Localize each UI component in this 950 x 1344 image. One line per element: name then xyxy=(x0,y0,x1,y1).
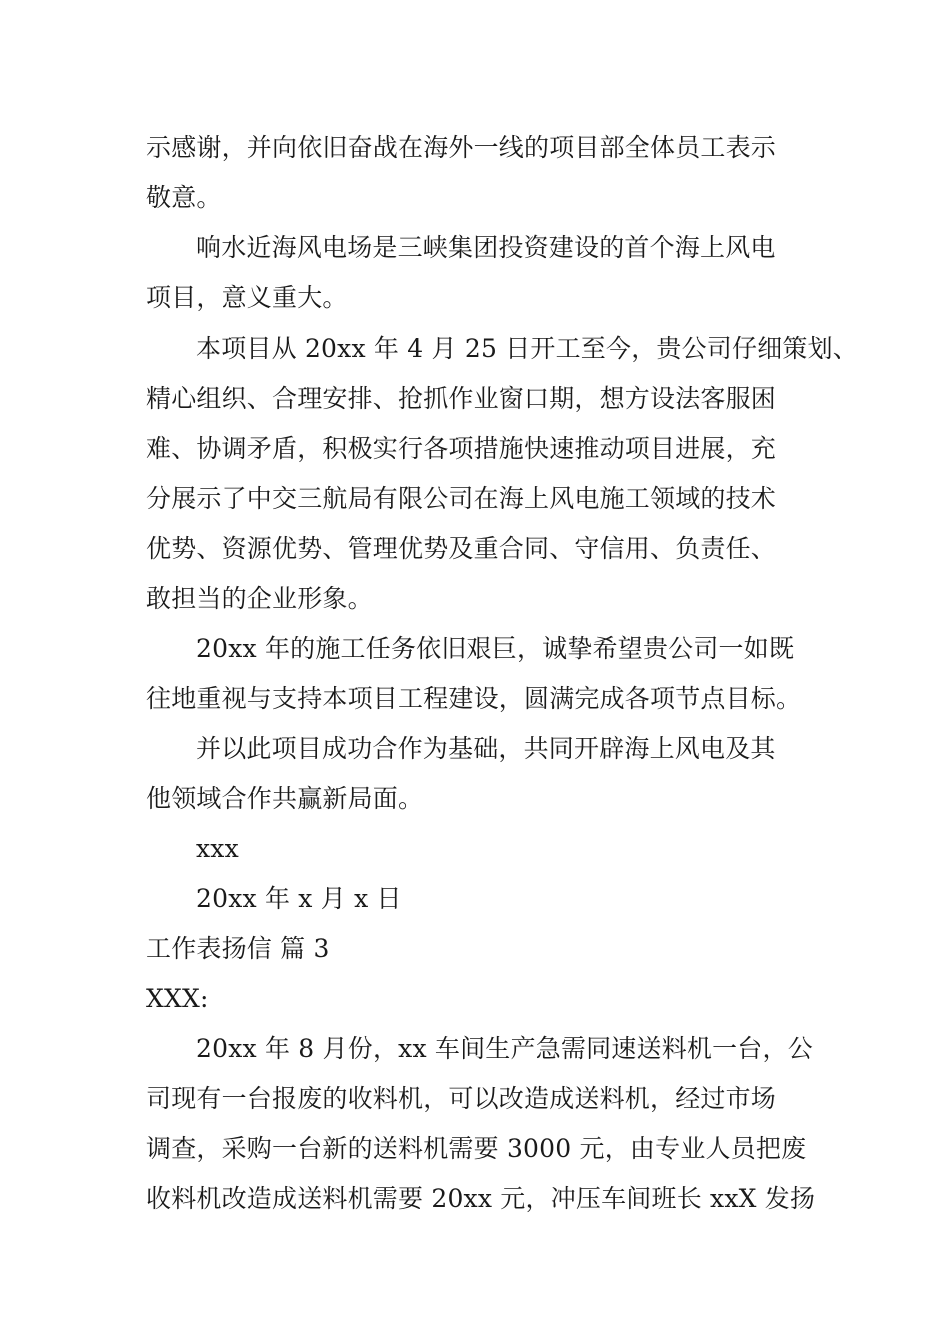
text-line: 项目，意义重大。 xyxy=(146,283,348,312)
text-line: 敬意。 xyxy=(146,183,222,212)
text-line: 他领域合作共赢新局面。 xyxy=(146,784,424,813)
text-line: 优势、资源优势、管理优势及重合同、守信用、负责任、 xyxy=(146,534,777,563)
signature-date: 20xx 年 x 月 x 日 xyxy=(196,884,402,913)
signature: xxx xyxy=(196,834,239,863)
text-line: 难、协调矛盾，积极实行各项措施快速推动项目进展，充 xyxy=(146,434,777,463)
paragraph-start: 20xx 年的施工任务依旧艰巨，诚挚希望贵公司一如既 xyxy=(196,634,795,663)
paragraph-start: 20xx 年 8 月份，xx 车间生产急需同速送料机一台，公 xyxy=(196,1034,813,1063)
text-line: 司现有一台报废的收料机，可以改造成送料机，经过市场 xyxy=(146,1084,777,1113)
text-line: 敢担当的企业形象。 xyxy=(146,584,373,613)
section-heading: 工作表扬信 篇 3 xyxy=(146,934,330,963)
text-line: 收料机改造成送料机需要 20xx 元，冲压车间班长 xxX 发扬 xyxy=(146,1184,816,1213)
text-line: 调查，采购一台新的送料机需要 3000 元，由专业人员把废 xyxy=(146,1134,807,1163)
paragraph-start: 本项目从 20xx 年 4 月 25 日开工至今，贵公司仔细策划、 xyxy=(196,334,859,363)
text-line: 分展示了中交三航局有限公司在海上风电施工领域的技术 xyxy=(146,484,777,513)
text-line: 往地重视与支持本项目工程建设，圆满完成各项节点目标。 xyxy=(146,684,802,713)
paragraph-start: 并以此项目成功合作为基础，共同开辟海上风电及其 xyxy=(196,734,776,763)
text-line: 示感谢，并向依旧奋战在海外一线的项目部全体员工表示 xyxy=(146,133,777,162)
salutation: XXX: xyxy=(146,984,209,1013)
paragraph-start: 响水近海风电场是三峡集团投资建设的首个海上风电 xyxy=(196,233,776,262)
text-line: 精心组织、合理安排、抢抓作业窗口期，想方设法客服困 xyxy=(146,384,777,413)
